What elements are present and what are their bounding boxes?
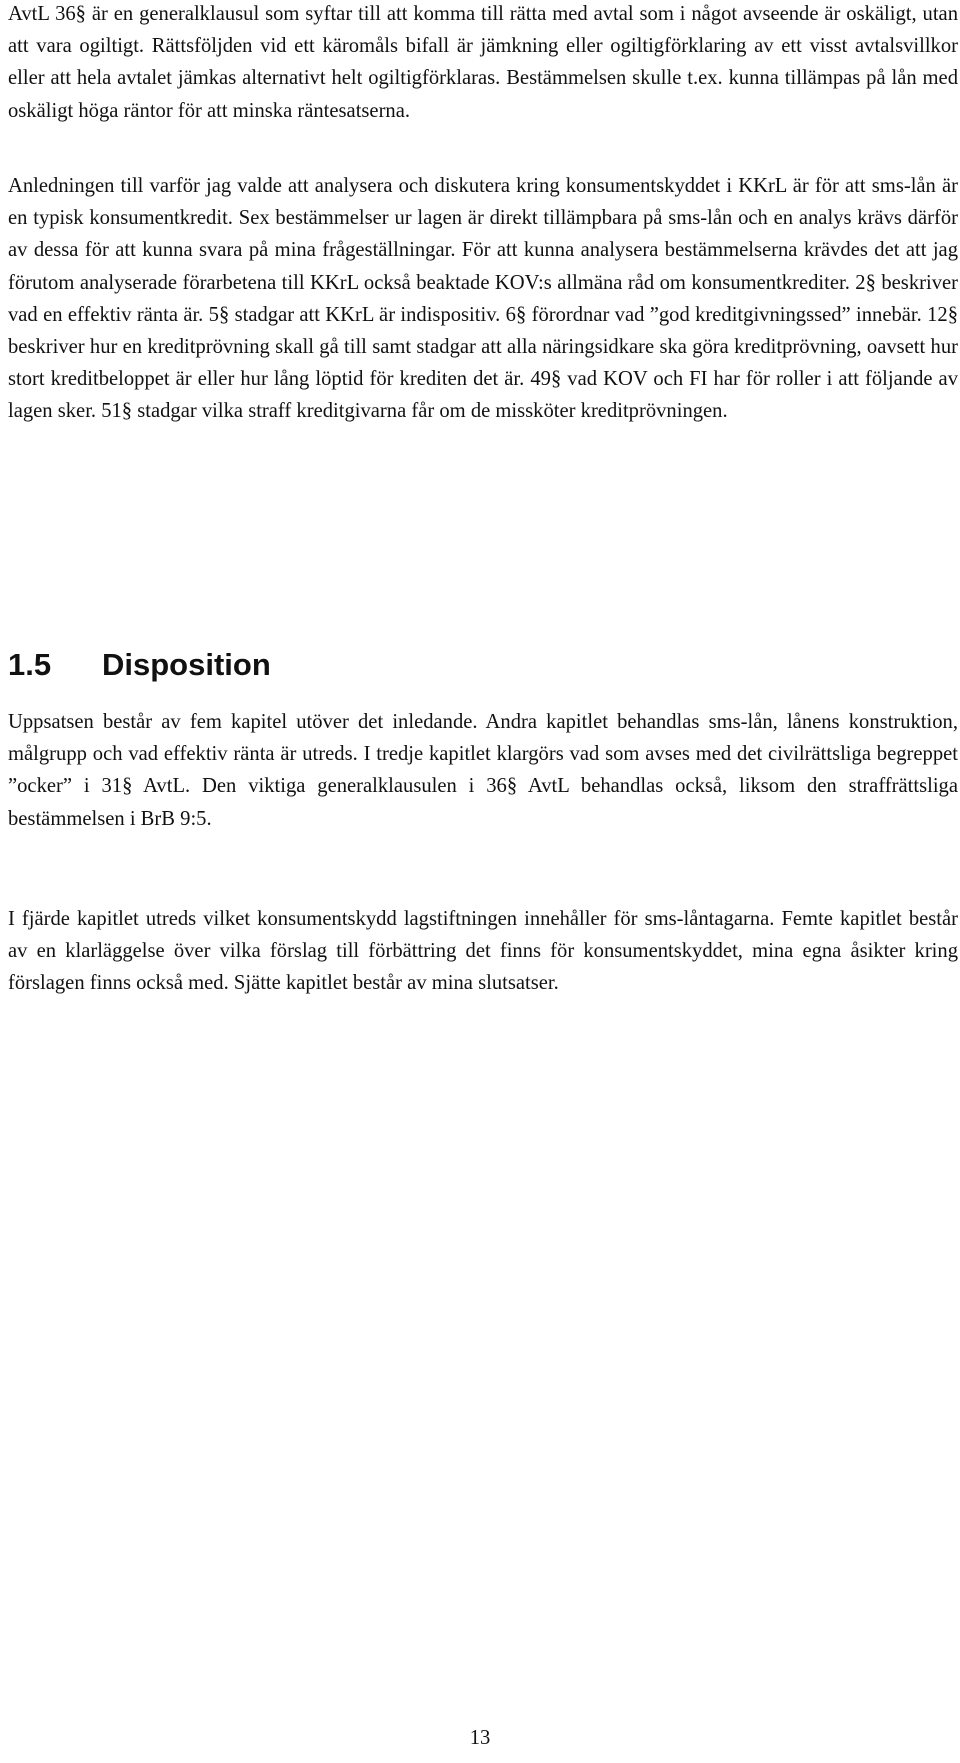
section-title: Disposition	[102, 647, 271, 682]
paragraph-disposition-1: Uppsatsen består av fem kapitel utöver det inledande. Andra kapitlet behandlas sms-lån, lånens konstruktion, målgrupp och vad effektiv ränta är utreds. I tredje kapitlet klargörs vad som avses med det civilrättsliga begreppet ”ocker” i 31§ AvtL. Den viktiga generalklausulen i 36§ AvtL behandlas också, liksom den straffrättsliga bestämmelsen i BrB 9:5.	[8, 711, 958, 830]
paragraph-anledning: Anledningen till varför jag valde att analysera och diskutera kring konsumentskyddet i KKrL är för att sms-lån är en typisk konsumentkredit. Sex bestämmelser ur lagen är direkt tillämpbara på sms-lån och en analys krävs därför av dessa för att kunna svara på mina frågeställningar. För att kunna analysera bestämmelserna krävdes det att jag förutom analyserade förarbetena till KKrL också beaktade KOV:s allmäna råd om konsumentkrediter. 2§ beskriver vad en effektiv ränta är. 5§ stadgar att KKrL är indispositiv. 6§ förordnar vad ”god kreditgivningssed” innebär. 12§ beskriver hur en kreditprövning skall gå till samt stadgar att alla näringsidkare ska göra kreditprövning, oavsett hur stort kreditbeloppet är eller hur lång löptid för krediten det är. 49§ vad KOV och FI har för roller i att följande av lagen sker. 51§ stadgar vilka straff kreditgivarna får om de missköter kreditprövningen.	[8, 175, 958, 423]
page-number: 13	[469, 1727, 491, 1749]
section-heading	[8, 645, 271, 685]
paragraph-generalklausul: AvtL 36§ är en generalklausul som syftar till att komma till rätta med avtal som i något avseende är oskäligt, utan att vara ogiltigt. Rättsföljden vid ett käromåls bifall är jämkning eller ogiltigförklaring av ett visst avtalsvillkor eller att hela avtalet jämkas alternativt helt ogiltigförklaras. Bestämmelsen skulle t.ex. kunna tillämpas på lån med oskäligt höga räntor för att minska räntesatserna.	[8, 3, 958, 122]
paragraph-disposition-2: I fjärde kapitlet utreds vilket konsumentskydd lagstiftningen innehåller för sms-låntagarna. Femte kapitlet består av en klarläggelse över vilka förslag till förbättring det finns för konsumentskyddet, mina egna åsikter kring förslagen finns också med. Sjätte kapitlet består av mina slutsatser.	[8, 908, 958, 995]
section-number: 1.5	[8, 647, 52, 682]
